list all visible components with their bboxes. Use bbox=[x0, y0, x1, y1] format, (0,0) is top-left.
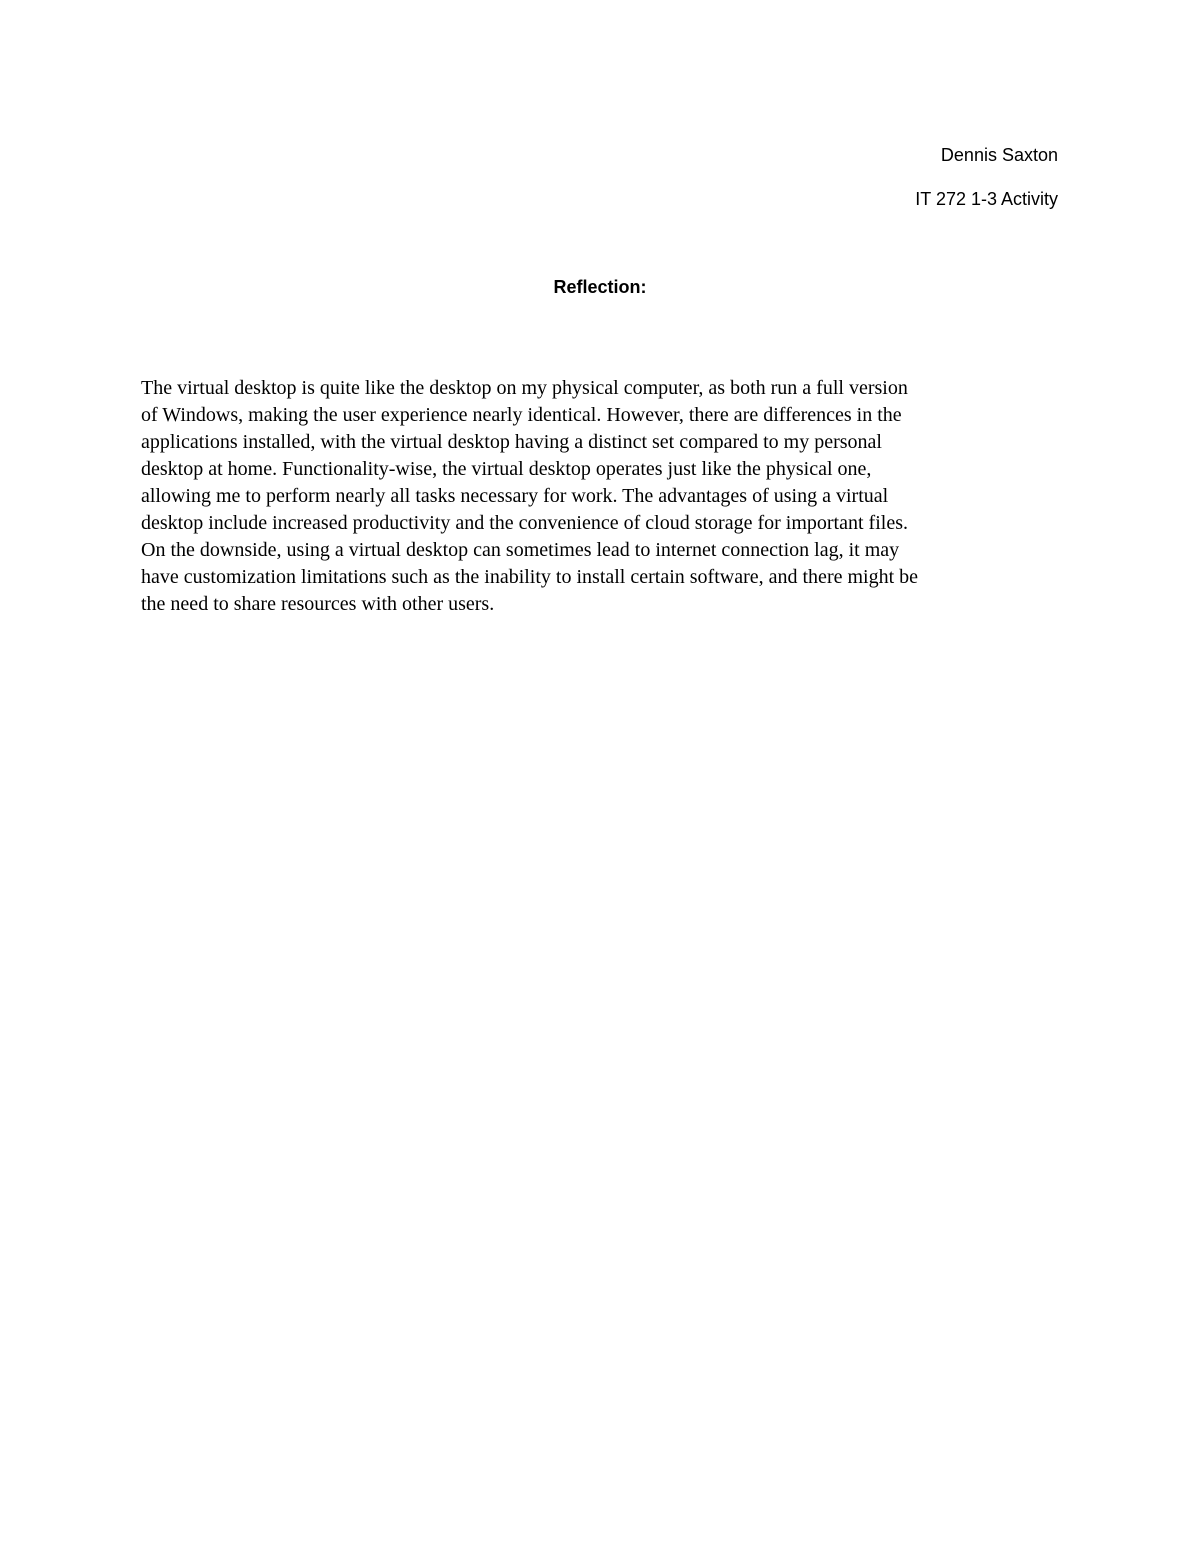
author-name: Dennis Saxton bbox=[940, 145, 1058, 165]
paragraph-line: the need to share resources with other users. bbox=[141, 593, 495, 615]
paragraph-line: desktop at home. Functionality-wise, the virtual desktop operates just like the physical one, bbox=[141, 458, 872, 480]
document-title: Reflection: bbox=[553, 277, 647, 297]
reflection-paragraph bbox=[141, 375, 1061, 618]
paragraph-line: allowing me to perform nearly all tasks necessary for work. The advantages of using a virtual bbox=[141, 485, 889, 507]
paragraph-line: desktop include increased productivity and the convenience of cloud storage for important files. bbox=[141, 512, 908, 534]
paragraph-line: have customization limitations such as the inability to install certain software, and there might be bbox=[141, 566, 919, 588]
paragraph-line: applications installed, with the virtual desktop having a distinct set compared to my personal bbox=[141, 431, 882, 453]
course-activity: IT 272 1-3 Activity bbox=[915, 189, 1058, 209]
paragraph-line: The virtual desktop is quite like the desktop on my physical computer, as both run a full version bbox=[141, 377, 908, 399]
paragraph-line: On the downside, using a virtual desktop can sometimes lead to internet connection lag, it may bbox=[141, 539, 900, 561]
paragraph-line: of Windows, making the user experience nearly identical. However, there are differences in the bbox=[141, 404, 902, 426]
